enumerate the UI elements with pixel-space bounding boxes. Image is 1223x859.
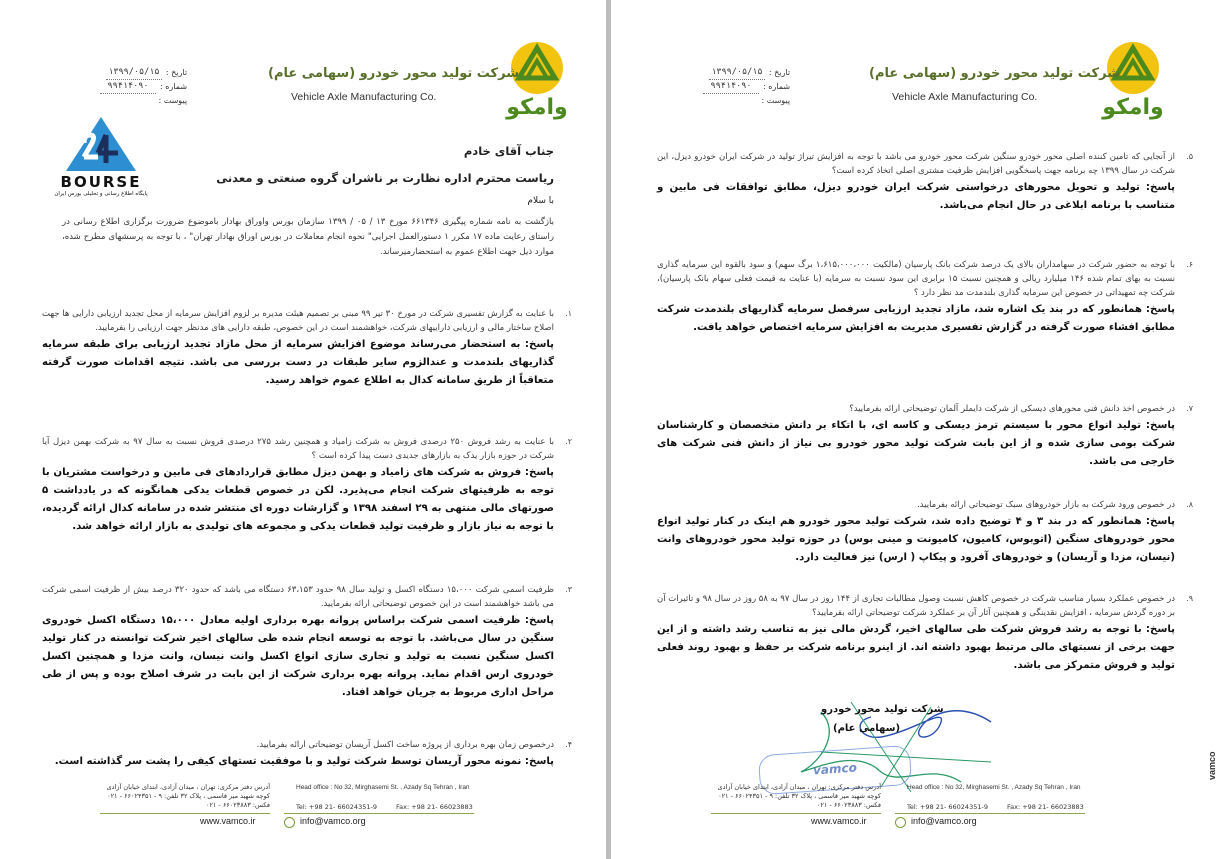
- signature-company-type: (سهامی عام): [833, 723, 901, 734]
- logo-wordmark: وامکو: [1102, 95, 1164, 120]
- qa-item-5: [657, 150, 1193, 215]
- qa-item-4: [42, 738, 572, 771]
- globe-icon: [284, 817, 295, 828]
- answer-text: پاسخ: تولید و تحویل محورهای درخواستی شرکت ایران خودرو دیزل، مطابق توافقات فی مابین و متناسب با برنامه ابلاغی در حال انجام می‌باشد.: [657, 182, 1175, 211]
- qa-item-8: [657, 498, 1193, 567]
- signature-company-name: شرکت تولید محور خودرو: [821, 704, 944, 715]
- bourse-subtitle: پایگاه اطلاع رسانی و تحلیلی بورس ایران: [54, 191, 148, 197]
- bourse-watermark-logo: [46, 113, 156, 197]
- number-value: ۹۹۴۱۴۰۹۰: [100, 80, 156, 94]
- letter-page-2: [611, 0, 1223, 859]
- question-text: درخصوص زمان بهره برداری از پروژه ساخت اکسل آریسان توضیحاتی ارائه بفرمایید.: [256, 740, 554, 750]
- qa-item-2: [42, 435, 572, 536]
- number-label: شماره :: [763, 82, 791, 91]
- answer-text: پاسخ: فروش به شرکت های زامیاد و بهمن دیزل مطابق قراردادهای فی مابین و درخواست مشتریان با توجه به ظرفیتهای شرکت انجام می‌پذیرد. لکن در خصوص قطعات یدکی همانگونه که در یادداشت ۵ صورتهای مالی منتهی به ۲۹ اسفند ۱۳۹۸ و گزارشات دوره ای منتشر شده در سامانه کدال ارائه گردیده، با توجه به نیاز بازار و ظرفیت تولید قطعات یدکی و مجموعه های تولیدی به بازار ارائه خواهد شد.: [42, 467, 554, 532]
- company-name-en: Vehicle Axle Manufacturing Co.: [291, 91, 437, 103]
- item-number: ۶.: [1186, 260, 1193, 269]
- answer-text: پاسخ: ظرفیت اسمی شرکت براساس پروانه بهره برداری اولیه معادل ۱۵،۰۰۰ دستگاه اکسل خودروی سنگین در سال می‌باشد. با توجه به توسعه انجام شده طی سالهای اخیر شرکت توانسته در کنار تولید اکسل سنگین نسبت به تولید و تجاری سازی انواع اکسل وانت نیسان، وانت مزدا و همچنین اکسل خودروی ارس اقدام نماید. پروانه بهره برداری شرکت از این بابت در شرف اصلاح بوده و پس از طی مراحل اداری مربوط به جریان خواهد افتاد.: [42, 615, 554, 698]
- date-value: ۱۳۹۹/۰۵/۱۵: [106, 66, 162, 80]
- footer-website-link[interactable]: www.vamco.ir: [811, 816, 867, 826]
- footer-phone: Tel: +98 21- 66024351-9: [907, 803, 988, 811]
- footer-divider: [711, 813, 881, 814]
- item-number: ۴.: [565, 740, 572, 749]
- attachment-label: پیوست :: [158, 96, 188, 105]
- footer-fax: Fax: +98 21- 66023883: [1007, 803, 1084, 811]
- question-text: از آنجایی که تامین کننده اصلی محور خودرو سنگین شرکت محور خودرو می باشد با توجه به افزایش تیراژ تولید در شرکت ایران خودرو دیزل، این شرکت در سال ۱۳۹۹ چه برنامه جهت پاسخگویی افزایش ظرفیت مشتری اصلی اتخاذ کرده است؟: [657, 152, 1175, 176]
- number-label: شماره :: [160, 82, 188, 91]
- footer-divider: [100, 813, 270, 814]
- item-number: ۵.: [1186, 152, 1193, 161]
- company-name-en: Vehicle Axle Manufacturing Co.: [892, 91, 1038, 103]
- footer-divider: [284, 813, 474, 814]
- answer-text: پاسخ: نمونه محور آریسان توسط شرکت تولید و با موفقیت تستهای کیفی را پشت سر گذاشته است.: [54, 756, 554, 767]
- footer-website-link[interactable]: www.vamco.ir: [200, 816, 256, 826]
- answer-text: پاسخ: تولید انواع محور با سیستم ترمز دیسکی و کاسه ای، با اتکاء بر دانش متخصصان و کارشناسان شرکت بومی سازی شده و از این بابت شرکت تولید محور خودرو بی نیاز از دانش فنی شرکت های خارجی می باشد.: [657, 420, 1175, 467]
- company-stamp: vamco: [758, 745, 912, 796]
- recipient-title: ریاست محترم اداره نظارت بر ناشران گروه صنعتی و معدنی: [216, 171, 554, 185]
- question-text: در خصوص عملکرد بسیار مناسب شرکت در خصوص کاهش نسبت وصول مطالبات تجاری از ۱۴۴ روز در سال ۹۷ به ۵۸ روز در سال ۹۸ و تاثیرات آن بر دوره گردش سرمایه ، افزایش نقدینگی و همچنین آثار آن بر عملکرد شرکت توضیحاتی ارائه بفرمایید؟: [656, 594, 1175, 618]
- question-text: با عنایت به گزارش تفسیری شرکت در مورخ ۳۰ تیر ۹۹ مبنی بر تصمیم هیئت مدیره بر لزوم افزایش سرمایه از محل تجدید ارزیابی دارایی ها جهت اصلاح ساختار مالی و ارزیابی داراییهای شرکت، خواهشمند است در این خصوص، طبقه دارایی های مدنظر جهت ارزیابی را بفرمایید.: [42, 309, 554, 333]
- letter-page-1: [0, 0, 606, 859]
- intro-paragraph: بازگشت به نامه شماره پیگیری ۶۶۱۳۴۶ مورخ ۱۳ / ۰۵ / ۱۳۹۹ سازمان بورس واوراق بهادار باموضوع ضرورت برگزاری اطلاع رسانی در راستای رعایت ماده ۱۷ مکرر ۱ دستورالعمل اجرایی" نحوه انجام معاملات در بورس اوراق بهادار تهران" ، با توجه به پرسشهای مطرح شده، موارد ذیل جهت اطلاع عموم به استحضارمیرساند.: [62, 217, 555, 257]
- item-number: ۷.: [1186, 404, 1193, 413]
- qa-item-7: [657, 402, 1193, 471]
- item-number: ۱.: [565, 309, 572, 318]
- date-label: تاریخ :: [165, 68, 188, 77]
- bourse-emblem-icon: [62, 113, 140, 175]
- qa-item-3: [42, 583, 572, 702]
- letter-meta: [100, 66, 187, 107]
- footer-address-en: Head office : No 32, Mirghasemi St. , Azady Sq Tehran , Iran: [296, 784, 470, 791]
- footer-phone: Tel: +98 21- 66024351-9: [296, 803, 377, 811]
- item-number: ۲.: [565, 437, 572, 446]
- number-value: ۹۹۴۱۴۰۹۰: [703, 80, 759, 94]
- item-number: ۳.: [565, 585, 572, 594]
- company-name-fa: شرکت تولید محور خودرو (سهامی عام): [268, 66, 519, 81]
- bourse-name: BOURSE: [60, 173, 142, 191]
- answer-text: پاسخ: با توجه به رشد فروش شرکت طی سالهای اخیر، گردش مالی نیز به تناسب رشد داشته و از این جهت برخی از نسبتهای مالی مرتبط بهبود داشته اند. از اینرو برنامه شرکت بر حفظ و بهبود روند فعلی تولید و فروش متمرکز می باشد.: [657, 624, 1175, 671]
- date-value: ۱۳۹۹/۰۵/۱۵: [709, 66, 765, 80]
- question-text: ظرفیت اسمی شرکت ۱۵،۰۰۰ دستگاه اکسل و تولید سال ۹۸ حدود ۶۳،۱۵۳ دستگاه می باشد که حدود ۳۲۰ درصد بیش از ظرفیت اسمی شرکت می باشد خواهشمند است در این خصوص توضیحاتی ارائه بفرمایید.: [42, 585, 555, 609]
- letter-meta: [703, 66, 790, 107]
- footer-fax: Fax: +98 21- 66023883: [396, 803, 473, 811]
- answer-text: پاسخ: همانطور که در بند ۳ و ۴ توضیح داده شد، شرکت تولید محور خودرو هم اینک در کنار تولید انواع محور خودروهای سنگین (اتوبوس، کامیون، کامیونت و مینی بوس) در حوزه تولید محور خودروهای وانت (نیسان، مزدا و آریسان) و خودروهای آفرود و پیکاپ ( ارس) نیز فعالیت دارد.: [657, 516, 1176, 563]
- qa-item-6: [657, 258, 1193, 337]
- globe-icon: [895, 817, 906, 828]
- side-brand-mark: vamco: [1207, 751, 1217, 780]
- logo-wordmark: وامکو: [506, 95, 568, 120]
- date-label: تاریخ :: [768, 68, 791, 77]
- footer-email-link[interactable]: info@vamco.org: [911, 816, 977, 826]
- answer-text: پاسخ: همانطور که در بند یک اشاره شد، مازاد تجدید ارزیابی سرفصل سرمایه گذاریهای بلندمدت شرکت مطابق افشاء صورت گرفته در گزارش تفسیری مدیریت به افزایش سرمایه اختصاص خواهد یافت.: [657, 304, 1175, 333]
- item-number: ۸.: [1186, 500, 1193, 509]
- attachment-label: پیوست :: [761, 96, 791, 105]
- salutation: جناب آقای خادم: [463, 144, 554, 158]
- footer-address-fa: آدرس دفتر مرکزی: تهران ، میدان آزادی، ابتدای خیابان آزادی کوچه شهید میر قاسمی ، پلاک ۳۲ تلفن: ۹ - ۶۶۰۲۴۳۵۱ - ۰۲۱ فکس: ۶۶۰۲۳۸۸۳ - ۰۲۱: [717, 783, 881, 809]
- question-text: با توجه به حضور شرکت در سهامداران بالای یک درصد شرکت بانک پارسیان (مالکیت ۱،۶۱۵،۰۰۰،۰۰۰ برگ سهم) و سود بالقوه این سرمایه گذاری نسبت به بهای تمام شده ۱۴۶ میلیارد ریالی و همچنین نسبت ۱۵ برابری این سود نسبت به سرمایه (با عنایت به قیمت فعلی سهام بانک پارسیان)، شرکت چه تمهیداتی در خصوص این سرمایه گذاری بلندمدت مد نظر دارد ؟: [657, 260, 1175, 298]
- answer-text: پاسخ: به استحضار می‌رساند موضوع افزایش سرمایه از محل مازاد تجدید ارزیابی برای طبقه سرمایه گذاریهای بلندمدت و عندالزوم سایر طبقات در دست بررسی می باشد. نتیجه اقدامات صورت گرفته متعاقباً از طریق سامانه کدال به اطلاع عموم خواهد رسید.: [42, 339, 554, 386]
- item-number: ۹.: [1186, 594, 1193, 603]
- question-text: با عنایت به رشد فروش ۲۵۰ درصدی فروش به شرکت زامیاد و همچنین رشد ۲۷۵ درصدی فروش نسبت به سال ۹۷ به شرکت بهمن دیزل آیا شرکت در حوزه بازار یدک به بازارهای جدیدی دست پیدا کرده است ؟: [42, 437, 555, 461]
- footer-address-fa: آدرس دفتر مرکزی: تهران ، میدان آزادی، ابتدای خیابان آزادی کوچه شهید میر قاسمی ، پلاک ۳۲ تلفن: ۹ - ۶۶۰۲۴۳۵۱ - ۰۲۱ فکس: ۶۶۰۲۳۸۸۳ - ۰۲۱: [106, 783, 270, 809]
- qa-item-1: [42, 307, 572, 390]
- question-text: در خصوص ورود شرکت به بازار خودروهای سبک توضیحاتی ارائه بفرمایید.: [916, 500, 1175, 510]
- footer-address-en: Head office : No 32, Mirghasemi St. , Azady Sq Tehran , Iran: [907, 784, 1081, 791]
- qa-item-9: [656, 592, 1193, 675]
- question-text: در خصوص اخذ دانش فنی محورهای دیسکی از شرکت دایملر آلمان توضیحاتی ارائه بفرمایید؟: [849, 404, 1175, 414]
- greeting: با سلام: [527, 196, 554, 206]
- footer-email-link[interactable]: info@vamco.org: [300, 816, 366, 826]
- company-name-fa: شرکت تولید محور خودرو (سهامی عام): [869, 66, 1120, 81]
- footer-divider: [895, 813, 1085, 814]
